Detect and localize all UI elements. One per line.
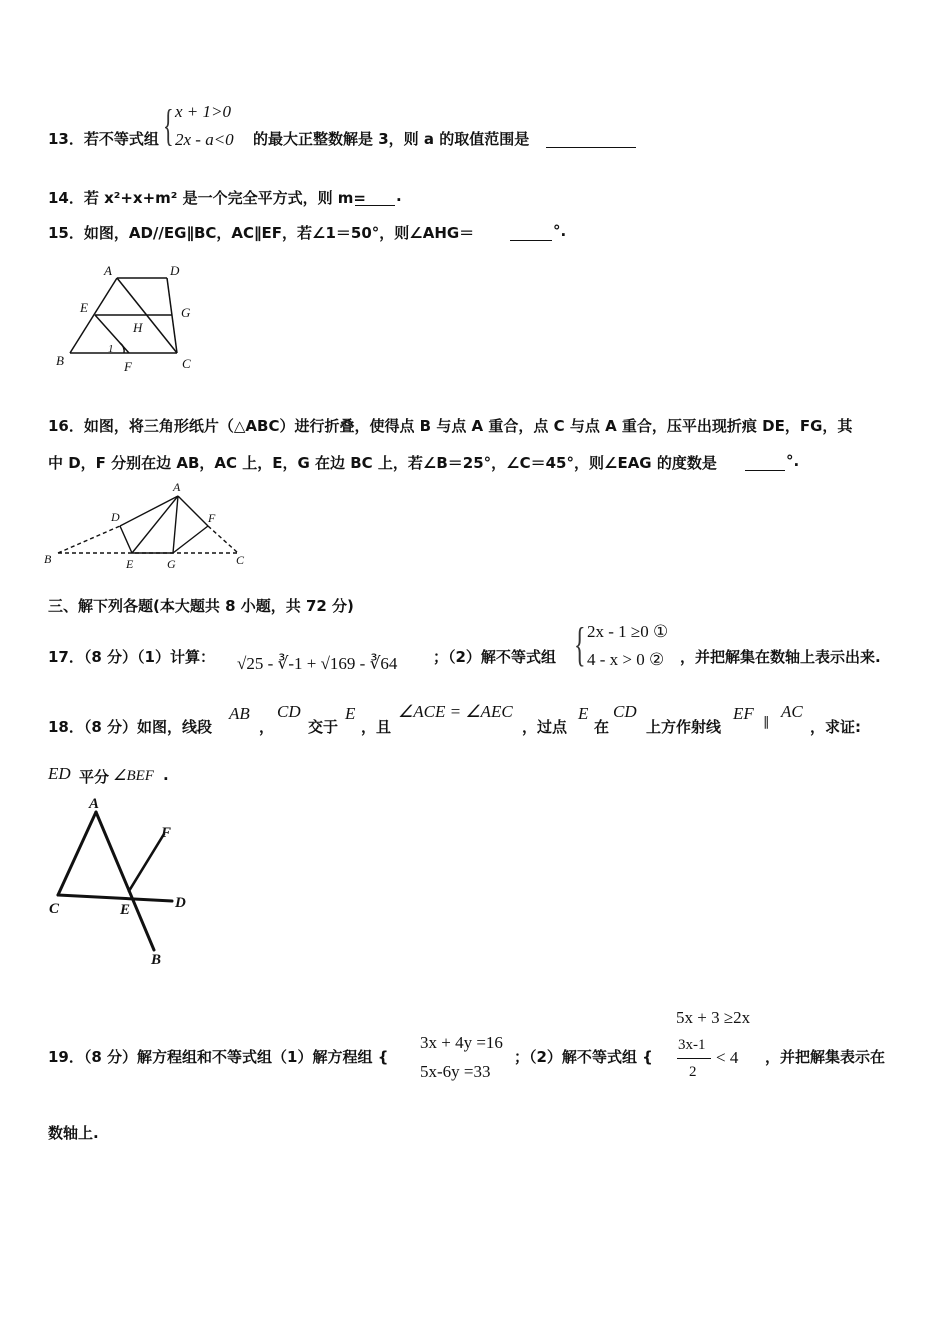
q16-label-F: F [208, 511, 216, 525]
q15-label-G: G [181, 305, 191, 320]
q16-answer-blank[interactable] [745, 469, 785, 471]
q16-line-AE [132, 496, 178, 553]
q18-E: E [345, 704, 356, 723]
q19-prefix: 19．（8 分）解方程组和不等式组（1）解方程组 { [48, 1048, 389, 1066]
q18-figure [40, 790, 210, 975]
q18-AC: AC [781, 702, 803, 721]
q19-ineq-top: 5x + 3 ≥2x [676, 1008, 751, 1027]
q16-line-BD [58, 526, 120, 553]
q18-CD2: CD [613, 702, 637, 721]
q16-line-FC [208, 526, 238, 553]
q16-line-AF [178, 496, 208, 526]
q16-label-D: D [111, 510, 120, 524]
q16-line-AG [173, 496, 178, 553]
q19-eq1: 3x + 4y =16 [420, 1033, 503, 1052]
q16-line1: 16．如图，将三角形纸片（△ABC）进行折叠，使得点 B 与点 A 重合，点 C 与点 A 重合，压平出现折痕 DE，FG，其 [48, 417, 853, 435]
q13-ineq2: 2x - a<0 [175, 130, 234, 149]
q19-frac-bar [677, 1058, 711, 1059]
q18-ED: ED [48, 764, 71, 783]
q18-line-AC [58, 812, 96, 895]
q17-part2: ；（2）解不等式组 [433, 648, 556, 666]
q18-p1: 18．（8 分）如图，线段 [48, 718, 213, 736]
q18-p6: 上方作射线 [646, 718, 722, 736]
q13-prefix: 13．若不等式组 [48, 130, 159, 148]
q15-label-E: E [80, 300, 88, 315]
q13-suffix: 的最大正整数解是 3，则 a 的取值范围是 [253, 130, 530, 148]
q19-suffix: ，并把解集表示在 [765, 1048, 886, 1066]
q18-p7: ，求证: [810, 718, 861, 736]
q15-answer-blank[interactable] [510, 239, 552, 241]
q16-line-DE [120, 526, 132, 553]
q19-eq2: 5x-6y =33 [420, 1062, 491, 1081]
section3-title: 三、解下列各题(本大题共 8 小题，共 72 分) [48, 597, 354, 615]
q18-comma: ， [259, 718, 275, 736]
q18-label-C: C [49, 901, 60, 917]
q18-angle-BEF: ∠BEF [113, 768, 154, 784]
q16-line-DA [120, 496, 178, 526]
q19-frac-denominator: 2 [689, 1064, 697, 1080]
q16-end: °. [786, 452, 800, 470]
q14-end: . [396, 187, 402, 205]
q17-brace: { [574, 618, 586, 671]
q16-label-G: G [167, 557, 176, 571]
q15-label-C: C [182, 356, 191, 371]
q18-parallel: ∥ [763, 714, 770, 729]
q15-label-F: F [124, 359, 132, 374]
q18-period: . [163, 766, 169, 784]
q18-label-F: F [161, 825, 172, 841]
q16-line-FG [173, 526, 208, 553]
q16-label-E: E [126, 557, 134, 571]
q18-p2: 交于 [308, 718, 339, 736]
q14-text: 14．若 x²+x+m² 是一个完全平方式，则 m= [48, 189, 366, 207]
q19-lt: < 4 [716, 1048, 739, 1067]
q16-label-B: B [44, 552, 52, 566]
q15-text: 15．如图，AD//EG∥BC，AC∥EF，若∠1＝50°，则∠AHG＝ [48, 224, 475, 242]
q14-answer-blank[interactable] [355, 204, 395, 206]
q18-p4: ，过点 [522, 718, 568, 736]
q19-line2: 数轴上. [48, 1124, 99, 1142]
q15-label-D: D [170, 263, 180, 278]
q17-expression: √25 - ∛-1 + √169 - ∛64 [237, 654, 398, 673]
q18-label-D: D [175, 895, 186, 911]
q18-E2: E [578, 704, 589, 723]
q17-suffix: ，并把解集在数轴上表示出来. [680, 648, 881, 666]
q18-line-CD [58, 895, 172, 901]
q15-figure [50, 258, 210, 378]
q17-ineq1: 2x - 1 ≥0 ① [587, 622, 669, 641]
q15-label-H: H [133, 320, 143, 335]
q18-AB: AB [229, 704, 250, 723]
q17-prefix: 17．（8 分）（1）计算： [48, 648, 215, 666]
q18-p3: ，且 [361, 718, 392, 736]
q18-line-AB [96, 812, 154, 950]
q15-end: °. [553, 222, 567, 240]
q15-label-B: B [56, 353, 64, 368]
q15-label-A: A [104, 263, 112, 278]
q18-label-A: A [89, 796, 100, 812]
q19-part2: ；（2）解不等式组 { [514, 1048, 653, 1066]
q16-figure [40, 480, 255, 572]
q18-label-B: B [151, 952, 162, 968]
q18-EF: EF [733, 704, 754, 723]
q15-label-1: 1 [108, 343, 114, 355]
q13-ineq1: x + 1>0 [175, 102, 231, 121]
q18-label-E: E [120, 902, 131, 918]
q18-p5: 在 [594, 718, 610, 736]
q18-angle-equation: ∠ACE = ∠AEC [398, 702, 513, 721]
q18-bisect-text: 平分 [79, 768, 110, 786]
q16-line2: 中 D，F 分别在边 AB，AC 上，E，G 在边 BC 上，若∠B＝25°，∠C＝45°，则∠EAG 的度数是 [48, 454, 717, 472]
q17-ineq2: 4 - x > 0 ② [587, 650, 665, 669]
q13-answer-blank[interactable] [546, 146, 636, 148]
q19-frac-numerator: 3x-1 [678, 1037, 706, 1053]
q18-CD: CD [277, 702, 301, 721]
q16-label-A: A [173, 480, 181, 494]
q18-ray-EF [129, 834, 164, 891]
q16-label-C: C [236, 553, 245, 567]
q13-brace: { [163, 101, 174, 150]
